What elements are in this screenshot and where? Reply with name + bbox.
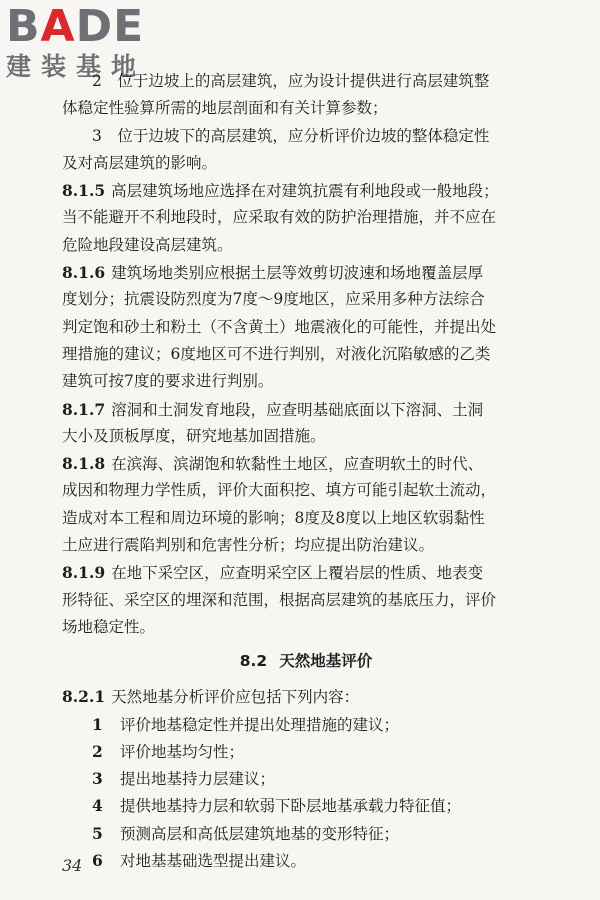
- list-number: 1: [92, 714, 103, 734]
- list-number: 2: [92, 741, 103, 761]
- list-number: 4: [92, 796, 103, 816]
- text-line: 形特征、采空区的埋深和范围，根据高层建筑的基底压力，评价: [62, 590, 497, 609]
- intro-item: [62, 123, 550, 178]
- clause-number: 8.1.7: [62, 399, 106, 419]
- text-line: 在地下采空区，应查明采空区上覆岩层的性质、地表变: [111, 564, 484, 583]
- list-text: 提出地基持力层建议；: [120, 770, 276, 789]
- list-item: [62, 820, 550, 847]
- text-line: 体稳定性验算所需的地层剖面和有关计算参数；: [62, 99, 388, 118]
- clause-8-1-9: [62, 559, 550, 641]
- text-line: 2 位于边坡上的高层建筑，应为设计提供进行高层建筑整: [92, 72, 490, 90]
- text-line: 建筑场地类别应根据土层等效剪切波速和场地覆盖层厚: [111, 264, 484, 283]
- section-heading: [62, 649, 550, 671]
- page-number: 34: [62, 856, 83, 875]
- clause-number: 8.1.5: [62, 181, 106, 201]
- clause-8-1-8: [62, 450, 550, 559]
- clause-8-2-1: [62, 683, 550, 710]
- intro-item: [62, 68, 550, 123]
- text-line: 3 位于边坡下的高层建筑，应分析评价边坡的整体稳定性: [92, 126, 490, 145]
- list-number: 6: [92, 851, 103, 871]
- clause-number: 8.2.1: [62, 687, 106, 707]
- text-line: 判定饱和砂土和粉土（不含黄土）地震液化的可能性，并提出处: [62, 317, 497, 336]
- list-text: 评价地基稳定性并提出处理措施的建议；: [120, 715, 400, 734]
- clause-number: 8.1.9: [62, 563, 106, 583]
- text-line: 度划分；抗震设防烈度为7度～9度地区，应采用多种方法综合: [62, 290, 485, 309]
- text-line: 当不能避开不利地段时，应采取有效的防护治理措施，并不应在: [62, 208, 497, 227]
- list-text: 评价地基均匀性；: [120, 742, 245, 761]
- list-item: [62, 738, 550, 765]
- list-item: [62, 711, 550, 738]
- text-line: 理措施的建议；6度地区可不进行判别，对液化沉陷敏感的乙类: [62, 344, 491, 363]
- list-item: [62, 847, 550, 874]
- text-line: 土应进行震陷判别和危害性分析；均应提出防治建议。: [62, 536, 435, 555]
- list-number: 5: [92, 823, 103, 843]
- logo-subtitle: 建装基地: [6, 52, 147, 81]
- text-line: 及对高层建筑的影响。: [62, 153, 218, 172]
- section-number: 8.2: [239, 652, 268, 671]
- text-line: 天然地基分析评价应包括下列内容：: [111, 688, 360, 707]
- clause-number: 8.1.6: [62, 263, 106, 283]
- text-line: 成因和物理力学性质，评价大面积挖、填方可能引起软土流动，: [62, 481, 497, 500]
- list-item: [62, 792, 550, 819]
- text-line: 在滨海、滨湖饱和软黏性土地区，应查明软土的时代、: [111, 455, 484, 474]
- clause-8-1-5: [62, 177, 550, 259]
- text-line: 溶洞和土洞发育地段，应查明基础底面以下溶洞、土洞: [111, 400, 484, 419]
- clause-8-1-6: [62, 259, 550, 395]
- clause-8-1-7: [62, 396, 550, 451]
- section-title: 天然地基评价: [279, 652, 373, 671]
- text-line: 造成对本工程和周边环境的影响；8度及8度以上地区软弱黏性: [62, 508, 485, 527]
- list-text: 提供地基持力层和软弱下卧层地基承载力特征值；: [120, 797, 462, 816]
- logo-wordmark: BADE: [6, 1, 145, 52]
- text-line: 场地稳定性。: [62, 617, 156, 636]
- text-line: 危险地段建设高层建筑。: [62, 235, 233, 254]
- list-number: 3: [92, 769, 103, 789]
- evaluation-list: [62, 711, 550, 875]
- list-text: 对地基基础选型提出建议。: [120, 852, 307, 871]
- text-line: 大小及顶板厚度，研究地基加固措施。: [62, 426, 326, 445]
- body-text: [62, 68, 550, 874]
- list-item: [62, 765, 550, 792]
- list-text: 预测高层和高低层建筑地基的变形特征；: [120, 824, 400, 843]
- clause-number: 8.1.8: [62, 454, 106, 474]
- text-line: 高层建筑场地应选择在对建筑抗震有利地段或一般地段；: [111, 182, 499, 201]
- text-line: 建筑可按7度的要求进行判别。: [62, 372, 274, 391]
